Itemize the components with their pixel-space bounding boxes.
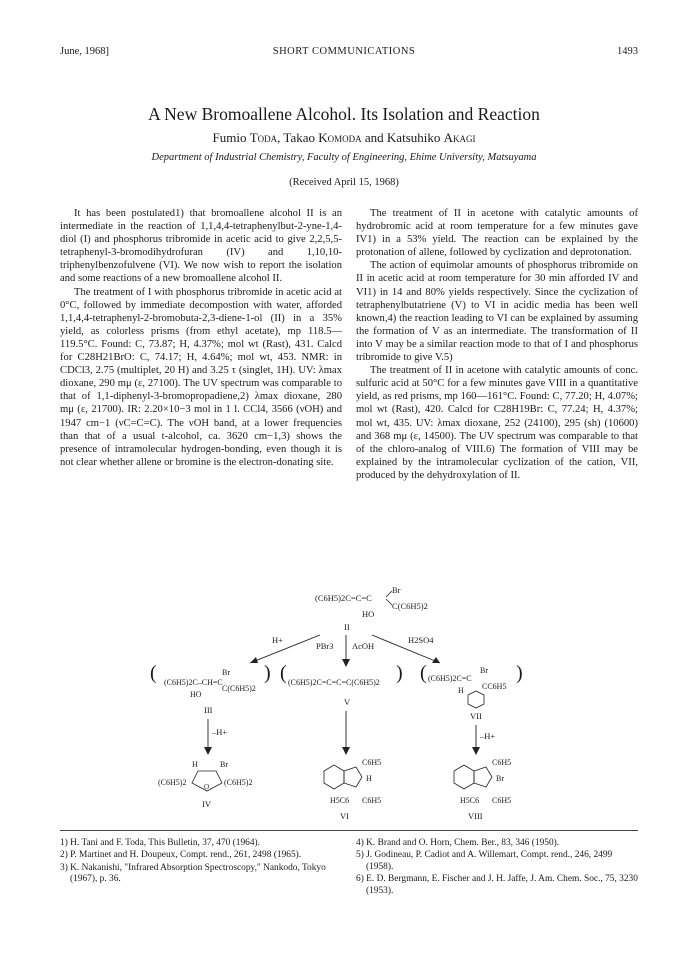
benzene-ring xyxy=(454,765,474,789)
reagent-pbr3: PBr3 xyxy=(316,641,334,651)
vi-h5c6: H5C6 xyxy=(330,796,350,805)
cation-iii-right: C(C6H5)2 xyxy=(222,684,256,693)
compound-ii-ho: HO xyxy=(362,609,375,619)
bracket-left: ( xyxy=(420,662,427,684)
viii-c6h5-top: C6H5 xyxy=(492,758,512,767)
reference-item: 2) P. Martinet and H. Doupeux, Compt. rend., 261, 2498 (1965). xyxy=(60,850,302,861)
reference-item: 6) E. D. Bergmann, E. Fischer and J. H. Jaffe, J. Am. Chem. Soc., 75, 3230 (1953). xyxy=(356,874,638,896)
vi-c6h5-top: C6H5 xyxy=(362,758,382,767)
cation-iii-br: Br xyxy=(222,668,230,677)
footnote-rule xyxy=(60,830,638,831)
page-number: 1493 xyxy=(617,46,638,57)
five-ring xyxy=(474,767,492,787)
compound-ii-right: C(C6H5)2 xyxy=(392,601,428,611)
viii-c6h5-bottom: C6H5 xyxy=(492,796,512,805)
body-paragraph: The action of equimolar amounts of phosphorus tribromide on II in acetic acid at room temperature for 30 min afforded IV and VI1) in 14 and 80% yields respectively. Since the cyclization of tetraphenylbutatriene (V) to VI in acidic media has been well known,4) the reaction leading to VI can be explained by assuming the formation of V as an intermediate. The transformation of II into V may be a similar reaction mode to that of I and phosphorus tribromide to give V.5) xyxy=(356,260,638,364)
label-viii: VIII xyxy=(468,811,483,821)
iv-o: O xyxy=(204,783,210,791)
author-separator: and xyxy=(361,130,387,145)
received-date: (Received April 15, 1968) xyxy=(289,177,399,188)
body-paragraph: It has been postulated1) that bromoallene alcohol II is an intermediate in the reaction of 1,1,4,4-tetraphenylbut-2-yne-1,4-diol (I) and phosphorus tribromide in acetic acid to give 2,2,5,5-tetraphenyl-3-bromodihydrofuran (IV) and 1,10,10-triphenylbenzofulvene (VI). We now wish to report the isolation and some reactions of a new bromoallene alcohol II. xyxy=(60,208,342,285)
left-column xyxy=(60,207,342,469)
iv-br: Br xyxy=(220,760,228,769)
cation-vii-right: CC6H5 xyxy=(482,682,507,691)
label-vi: VI xyxy=(340,811,349,821)
compound-ii-br: Br xyxy=(392,585,401,595)
label-iii: III xyxy=(204,705,213,715)
vi-c6h5-bottom: C6H5 xyxy=(362,796,382,805)
author-1-last: Toda xyxy=(249,130,278,145)
bracket-right: ) xyxy=(264,662,271,684)
cation-vii-formula: (C6H5)2C=C xyxy=(428,674,472,683)
iv-left: (C6H5)2 xyxy=(158,778,187,787)
cation-iii-oh: HO xyxy=(190,690,202,699)
reagent-h-plus: H+ xyxy=(272,635,283,645)
author-list xyxy=(0,130,688,146)
author-3-first: Katsuhiko xyxy=(386,130,444,145)
iv-h: H xyxy=(192,760,198,769)
viii-br: Br xyxy=(496,774,504,783)
minus-h-plus-left: –H+ xyxy=(212,727,228,737)
bracket-left: ( xyxy=(150,662,157,684)
reference-item: 4) K. Brand and O. Horn, Chem. Ber., 83, 346 (1950). xyxy=(356,838,560,848)
cation-vii-br: Br xyxy=(480,666,488,675)
article-title: A New Bromoallene Alcohol. Its Isolation and Reaction xyxy=(148,104,540,124)
author-2-last: Komoda xyxy=(318,130,362,145)
cation-iii-formula: (C6H5)2C–CH=C xyxy=(164,678,223,687)
five-ring xyxy=(344,767,362,787)
bracket-right: ) xyxy=(516,662,523,684)
reference-item: 5) J. Godineau, P. Cadiot and A. Willemart, Compt. rend., 246, 2499 (1958). xyxy=(356,850,613,872)
author-3-last: Akagi xyxy=(443,130,476,145)
running-header-date: June, 1968] xyxy=(60,46,109,57)
vi-h: H xyxy=(366,774,372,783)
right-column xyxy=(356,207,638,482)
label-v: V xyxy=(344,697,351,707)
cation-vii-h: H xyxy=(458,686,464,695)
iv-right: (C6H5)2 xyxy=(224,778,253,787)
body-paragraph: The treatment of II in acetone with catalytic amounts of hydrobromic acid at room temperature for a few minutes gave IV1) in a 53% yield. The reaction can be explained by the protonation of allene, followed by cyclization and deprotonation. xyxy=(356,208,638,259)
reagent-acoh: AcOH xyxy=(352,641,375,651)
compound-ii-formula: (C6H5)2C=C=C xyxy=(315,593,372,603)
reference-item: 3) K. Nakanishi, "Infrared Absorption Spectroscopy," Nankodo, Tokyo (1967), p. 36. xyxy=(60,862,326,885)
running-header-section: SHORT COMMUNICATIONS xyxy=(272,46,416,57)
bracket-right: ) xyxy=(396,662,403,684)
viii-h5c6: H5C6 xyxy=(460,796,480,805)
label-iv: IV xyxy=(202,799,211,809)
affiliation: Department of Industrial Chemistry, Faculty of Engineering, Ehime University, Matsuyama xyxy=(151,152,537,163)
minus-h-plus-right: –H+ xyxy=(480,731,496,741)
triene-v-formula: (C6H5)2C=C=C=C(C6H5)2 xyxy=(288,678,380,687)
reagent-h2so4: H2SO4 xyxy=(408,635,434,645)
bracket-left: ( xyxy=(280,662,287,684)
benzene-ring xyxy=(324,765,344,789)
author-1-first: Fumio xyxy=(212,130,250,145)
reference-item: 1) H. Tani and F. Toda, This Bulletin, 37, 470 (1964). xyxy=(60,838,261,848)
references-left xyxy=(60,838,342,887)
label-vii: VII xyxy=(470,711,482,721)
benzene-ring xyxy=(468,691,484,708)
label-ii: II xyxy=(344,622,350,632)
references-right xyxy=(356,838,638,898)
author-separator: , xyxy=(277,130,284,145)
body-paragraph: The treatment of I with phosphorus tribromide in acetic acid at 0°C, followed by immediate decompostion with water, afforded 1,1,4,4-tetraphenyl-2-bromobuta-2,3-diene-1-ol (II) in a 35% yield, as colorless prisms (from ethyl acetate), mp 118.5—119.5°C. Found: C, 73.87; H, 4.37%; mol wt (Rast), 431. Calcd for C28H21BrO: C, 74.17; H, 4.64%; mol wt, 453. NMR: in CDCl3, 2.75 (multiplet, 20 H) and 3.25 τ (singlet, 1H). UV: λmax dioxane, 290 mμ (ε, 27100). The UV spectrum was comparable to that of 1,1-diphenyl-3-bromopropadiene,2) λmax dioxane, 280 mμ (ε, 21700). IR: 2.20×10−3 mol in 1 l. CCl4, 3566 (νOH) and 1947 cm−1 (νC=C=C). The νOH band, at a lower frequencies than that of a usual t-alcohol, ca. 3620 cm−1,3) shows the presence of intramolecular hydrogen-bonding, even though it is not clear whether allene or bromine is the electron-donating site. xyxy=(60,286,342,468)
reaction-scheme xyxy=(140,585,560,825)
author-2-first: Takao xyxy=(283,130,319,145)
body-paragraph: The treatment of II in acetone with catalytic amounts of conc. sulfuric acid at 50°C for a few minutes gave VIII in a quantitative yield, as red prisms, mp 160—161°C. Found: C, 77.20; H, 4.07%; mol wt (Rast), 420. Calcd for C28H19Br: C, 77.24; H, 4.37%; mol wt, 435. UV: λmax dioxane, 252 (24100), 295 (sh) (10600) and 368 mμ (ε, 14500). The UV spectrum was comparable to that of the chloro-analog of VIII.6) The formation of VIII may be explained by the intramolecular cyclization of the cation, VII, produced by the dehydroxylation of II. xyxy=(356,365,638,481)
